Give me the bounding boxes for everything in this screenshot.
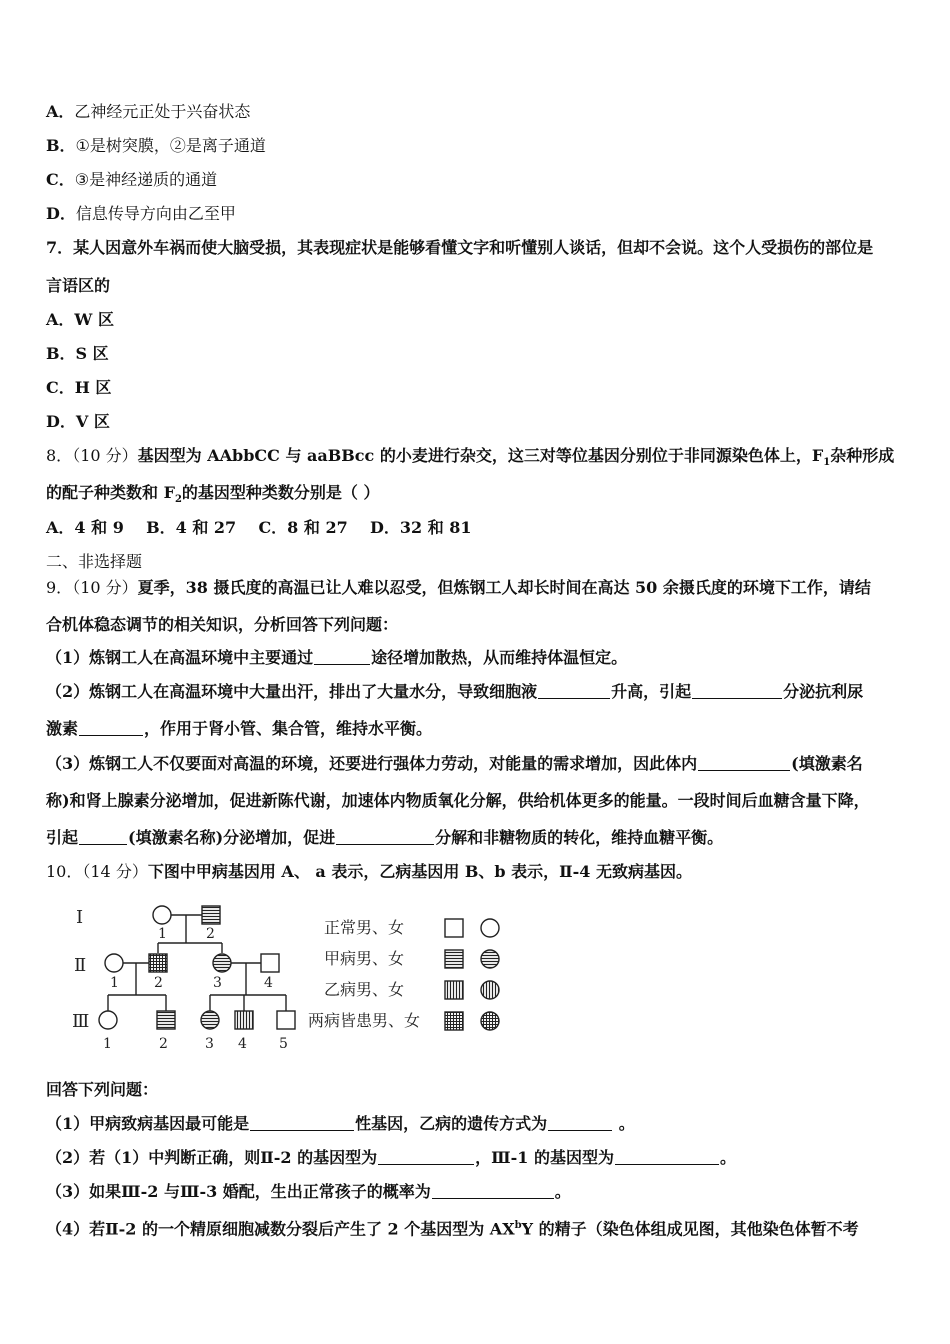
text: 。	[613, 1114, 635, 1133]
q7-option-a: A．W 区	[46, 310, 114, 329]
q8-text-c: 的配子种类数和 F	[46, 483, 175, 502]
question-number: 9．	[46, 578, 73, 597]
text: 。	[719, 1148, 736, 1167]
num-II-2: 2	[154, 975, 163, 991]
individual-I-2	[202, 906, 220, 924]
num-II-1: 1	[110, 975, 119, 991]
answer-blank[interactable]	[538, 682, 610, 699]
answer-blank[interactable]	[79, 719, 143, 736]
individual-I-1	[153, 906, 171, 924]
q9-part3-line3	[46, 828, 723, 848]
q9-stem-line2: 合机体稳态调节的相关知识，分析回答下列问题：	[46, 615, 399, 634]
legend-normal: 正常男、女	[324, 918, 405, 937]
q10-part4	[46, 1216, 859, 1239]
legend-both-male	[445, 1012, 463, 1030]
text: 分解和非糖物质的转化，维持血糖平衡。	[435, 828, 724, 847]
answer-blank[interactable]	[432, 1182, 554, 1199]
num-I-1: 1	[158, 926, 167, 942]
legend-disease-b: 乙病男、女	[324, 980, 405, 999]
option-text: 信息传导方向由乙至甲	[75, 204, 236, 223]
q6-option-a	[46, 102, 250, 122]
text: 分泌抗利尿	[783, 682, 864, 701]
option-text: ③是神经递质的通道	[74, 170, 218, 189]
q10-stem	[46, 862, 692, 882]
answer-blank[interactable]	[250, 1114, 354, 1131]
individual-III-3	[201, 1011, 219, 1029]
answer-blank[interactable]	[378, 1148, 474, 1165]
text: (填激素名	[791, 754, 863, 773]
q6-option-d	[46, 204, 236, 224]
q10-part3	[46, 1182, 571, 1202]
text: (填激素名称)分泌增加，促进	[128, 828, 336, 847]
q8-text-d: 的基因型种类数分别是（ ）	[181, 483, 380, 502]
q10-prompt: 回答下列问题：	[46, 1080, 159, 1099]
text: （2）炼钢工人在高温环境中大量出汗，排出了大量水分，导致细胞液	[46, 682, 538, 701]
text: 途径增加散热，从而维持体温恒定。	[371, 648, 628, 667]
num-III-4: 4	[238, 1036, 247, 1052]
q9-part3-line1	[46, 754, 863, 774]
text: （4）若Ⅱ-2 的一个精原细胞减数分裂后产生了 2 个基因型为 AX	[46, 1219, 515, 1239]
q10-text: 下图中甲病基因用 A、 a 表示，乙病基因用 B、b 表示，Ⅱ-4 无致病基因。	[147, 862, 693, 881]
subscript: 2	[174, 494, 182, 506]
q8-stem-line2	[46, 483, 379, 510]
q9-part1	[46, 648, 627, 668]
answer-blank[interactable]	[692, 682, 782, 699]
text: 性基因，乙病的遗传方式为	[355, 1114, 548, 1133]
answer-blank[interactable]	[314, 648, 370, 665]
q8-stem-line1	[46, 446, 894, 473]
legend-a-male	[445, 950, 463, 968]
q9-part3-line2: 称)和肾上腺素分泌增加，促进新陈代谢，加速体内物质氧化分解，供给机体更多的能量。一段时间后血糖含量下降，	[46, 791, 870, 810]
gen-label-3: Ⅲ	[72, 1011, 90, 1032]
text: （1）甲病致病基因最可能是	[46, 1114, 250, 1133]
text: （3）如果Ⅲ-2 与Ⅲ-3 婚配，生出正常孩子的概率为	[46, 1182, 431, 1201]
individual-III-4	[235, 1011, 253, 1029]
gen-label-2: Ⅱ	[74, 955, 87, 976]
num-I-2: 2	[206, 926, 215, 942]
q10-part2	[46, 1148, 736, 1168]
option-text: 乙神经元正处于兴奋状态	[74, 102, 251, 121]
text: （2）若（1）中判断正确，则Ⅱ-2 的基因型为	[46, 1148, 378, 1167]
legend-b-male	[445, 981, 463, 999]
option-label: D．	[46, 204, 76, 223]
q8-options: A．4 和 9 B．4 和 27 C．8 和 27 D．32 和 81	[46, 518, 472, 537]
q9-part2-line2	[46, 719, 432, 739]
option-label: A．	[46, 102, 75, 121]
text: （3）炼钢工人不仅要面对高温的环境，还要进行强体力劳动，对能量的需求增加，因此体内	[46, 754, 698, 773]
text: 激素	[46, 719, 79, 738]
text: 引起	[46, 828, 79, 847]
q9-stem-line1	[46, 578, 871, 598]
num-III-3: 3	[205, 1036, 214, 1052]
text: Y 的精子（染色体组成见图，其他染色体暂不考	[521, 1219, 859, 1239]
legend-b-female	[481, 981, 499, 999]
option-label: B．	[46, 136, 76, 155]
individual-III-1	[99, 1011, 117, 1029]
q6-option-b	[46, 136, 266, 156]
legend-disease-a: 甲病男、女	[324, 949, 405, 968]
option-label: C．	[46, 170, 75, 189]
answer-blank[interactable]	[698, 754, 790, 771]
q8-text-a: 基因型为 AAbbCC 与 aaBBcc 的小麦进行杂交，这三对等位基因分别位于非同源染色体上，F	[137, 446, 824, 465]
q7-stem-line1: 7．某人因意外车祸而使大脑受损，其表现症状是能够看懂文字和听懂别人谈话，但却不会说。这个人受损伤的部位是	[46, 238, 874, 257]
q9-part2-line1	[46, 682, 863, 702]
text: ，Ⅲ-1 的基因型为	[475, 1148, 614, 1167]
q7-stem-line2: 言语区的	[46, 276, 111, 295]
answer-blank[interactable]	[548, 1114, 612, 1131]
answer-blank[interactable]	[336, 828, 434, 845]
individual-II-2	[149, 954, 167, 972]
gen-label-1: Ⅰ	[76, 907, 84, 928]
num-II-4: 4	[264, 975, 273, 991]
q7-option-d: D．V 区	[46, 412, 110, 431]
individual-III-2	[157, 1011, 175, 1029]
text: ，作用于肾小管、集合管，维持水平衡。	[144, 719, 433, 738]
question-number: 8．	[46, 446, 73, 465]
num-II-3: 3	[213, 975, 222, 991]
q10-part1	[46, 1114, 635, 1134]
pedigree-figure	[62, 897, 512, 1057]
text: （1）炼钢工人在高温环境中主要通过	[46, 648, 314, 667]
legend-both: 两病皆患男、女	[308, 1011, 421, 1030]
legend-both-female	[481, 1012, 499, 1030]
question-score: （14 分）	[82, 862, 148, 881]
question-score: （10 分）	[72, 446, 138, 465]
q7-option-c: C．H 区	[46, 378, 112, 397]
legend-normal-male	[445, 919, 463, 937]
superscript: b	[514, 1220, 522, 1231]
legend-a-female	[481, 950, 499, 968]
subscript: 1	[823, 457, 831, 469]
legend-normal-female	[481, 919, 499, 937]
text: 。	[554, 1182, 571, 1201]
individual-III-5	[277, 1011, 295, 1029]
num-III-1: 1	[103, 1036, 112, 1052]
answer-blank[interactable]	[79, 828, 127, 845]
question-number: 10．	[46, 862, 83, 881]
q6-option-c	[46, 170, 217, 190]
num-III-5: 5	[279, 1036, 288, 1052]
section-heading: 二、非选择题	[46, 552, 143, 571]
individual-II-3	[213, 954, 231, 972]
option-text: ①是树突膜，②是离子通道	[75, 136, 266, 155]
q8-text-b: 杂种形成	[830, 446, 895, 465]
text: 升高，引起	[611, 682, 692, 701]
individual-II-4	[261, 954, 279, 972]
answer-blank[interactable]	[615, 1148, 719, 1165]
num-III-2: 2	[159, 1036, 168, 1052]
question-score: （10 分）	[72, 578, 138, 597]
q7-option-b: B．S 区	[46, 344, 109, 363]
q9-text: 夏季，38 摄氏度的高温已让人难以忍受，但炼钢工人却长时间在高达 50 余摄氏度的环境下工作，请结	[137, 578, 871, 597]
individual-II-1	[105, 954, 123, 972]
